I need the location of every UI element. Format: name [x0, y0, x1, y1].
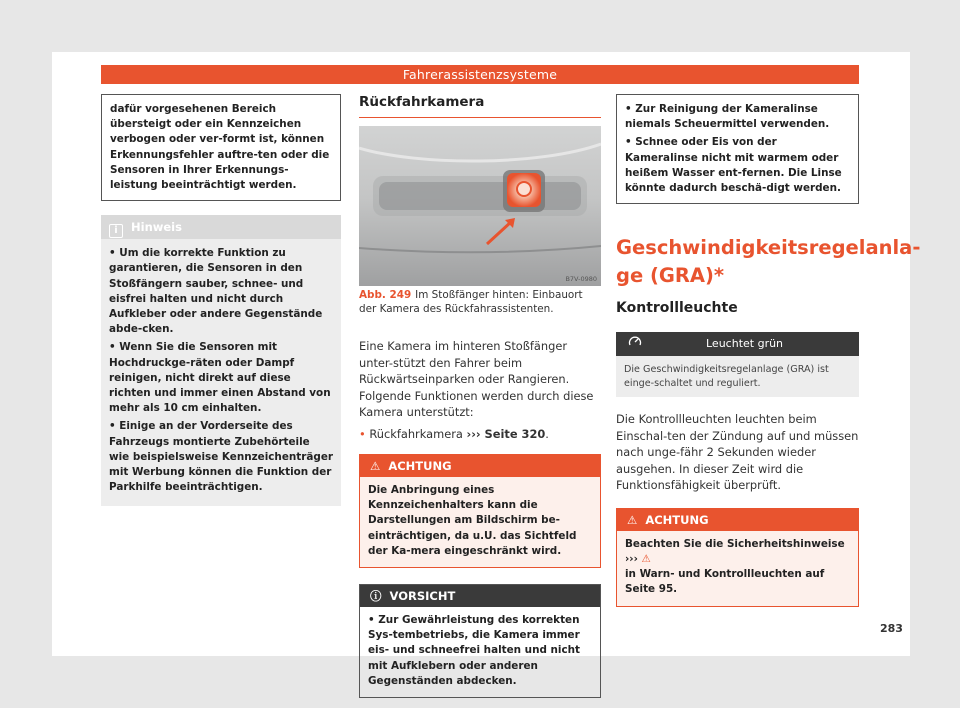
achtung-box: [359, 454, 601, 568]
vorsicht-header: [360, 585, 600, 607]
speedometer-icon: [628, 332, 644, 356]
figure-caption-text: Im Stoßfänger hinten: Einbauort der Kamera des Rückfahrassistenten.: [359, 289, 583, 315]
figure-caption: [359, 289, 601, 316]
warning-triangle-icon: ⚠: [641, 552, 651, 565]
chapter-title: Geschwindigkeitsregelanla- ge (GRA)*: [616, 236, 921, 288]
list-item: • Rückfahrkamera ››› Seite 320.: [359, 426, 549, 441]
continued-caution-text: [616, 94, 859, 204]
lamp-status: Leuchtet grün: [706, 337, 784, 351]
note-body: [101, 239, 341, 506]
vorsicht-box: [359, 584, 601, 698]
caution-item: • Schnee oder Eis von der Kameralinse nicht mit warmem oder heißem Wasser ent-fernen. Die Linse könnte dadurch beschä-digt werden.: [625, 136, 842, 195]
column-right: [616, 94, 921, 607]
achtung-text: Beachten Sie die Sicherheitshinweise ››› ⚠ in Warn- und Kontrollleuchten auf Seite 95.: [625, 537, 845, 596]
caution-item: • Zur Reinigung der Kameralinse niemals Scheuermittel verwenden.: [625, 103, 830, 131]
continued-warning-text: dafür vorgesehenen Bereich übersteigt oder ein Kennzeichen verbogen oder ver-formt ist, können Erkennungsfehler auftre-ten oder die Sensoren in Ihrer Erkennungs-leistung beeinträchtigt werden.: [101, 94, 341, 201]
achtung-title: ACHTUNG: [645, 512, 709, 527]
lamp-description: Die Geschwindigkeitsregelanlage (GRA) ist einge-schaltet und reguliert.: [616, 356, 859, 397]
page-number: 283: [880, 622, 903, 635]
note-header: [101, 215, 341, 239]
vorsicht-title: VORSICHT: [389, 589, 456, 604]
camera-photo: [359, 126, 601, 286]
section-title: Rückfahrkamera: [359, 94, 601, 118]
lamp-table: [616, 332, 859, 397]
info-icon: i: [109, 224, 123, 238]
column-left: [101, 94, 341, 506]
achtung-title: ACHTUNG: [388, 459, 452, 473]
bumper-illustration: [359, 126, 601, 286]
page-link[interactable]: ››› Seite 320: [466, 426, 546, 441]
subsection-title: Kontrollleuchte: [616, 300, 738, 317]
hinweis-note: [101, 215, 341, 506]
body-paragraph: Eine Kamera im hinteren Stoßfänger unter-stützt den Fahrer beim Rückwärtseinparken oder Rangieren. Folgende Funktionen werden durch diese Kamera unterstützt:: [359, 339, 594, 419]
achtung-box: [616, 508, 859, 607]
body-paragraph: Die Kontrollleuchten leuchten beim Einschal-ten der Zündung auf und müssen nach unge-fähr 2 Sekunden wieder ausgehen. In dieser Zeit wird die Funktionsfähigkeit überprüft.: [616, 412, 859, 493]
achtung-header: [617, 509, 858, 531]
lamp-header: [616, 332, 859, 356]
page-header: Fahrerassistenzsysteme: [101, 65, 859, 84]
vorsicht-text: • Zur Gewährleistung des korrekten Sys-tembetriebs, die Kamera immer eis- und schneefrei halten und nicht mit Aufklebern oder anderen Gegenständen abdecken.: [368, 614, 581, 687]
caution-icon: ⓘ: [370, 589, 382, 604]
achtung-text: Die Anbringung eines Kennzeichenhalters kann die Darstellungen am Bildschirm be-einträchtigen, da u.U. das Sichtfeld der Ka-mera eingeschränkt wird.: [368, 484, 577, 557]
note-title: Hinweis: [131, 220, 182, 235]
note-item: • Um die korrekte Funktion zu garantieren, die Sensoren in den Stoßfängern sauber, schnee- und eisfrei halten und nicht durch Aufkleber oder andere Gegenstände abde-cken.: [109, 247, 323, 336]
warning-triangle-icon: ⚠: [627, 512, 638, 527]
achtung-header: [360, 455, 600, 477]
note-item: • Einige an der Vorderseite des Fahrzeugs montierte Zubehörteile wie beispielsweise Kennzeichenträger mit Werbung können die Funktion der Parkhilfe beeinträchtigen.: [109, 420, 333, 494]
column-middle: [359, 94, 601, 698]
note-item: • Wenn Sie die Sensoren mit Hochdruckge-räten oder Dampf reinigen, nicht direkt auf diese richten und immer einen Abstand von mehr als 10 cm einhalten.: [109, 341, 331, 415]
image-code: B7V-0980: [565, 275, 597, 283]
figure-label: Abb. 249: [359, 289, 412, 301]
warning-triangle-icon: ⚠: [370, 459, 381, 473]
